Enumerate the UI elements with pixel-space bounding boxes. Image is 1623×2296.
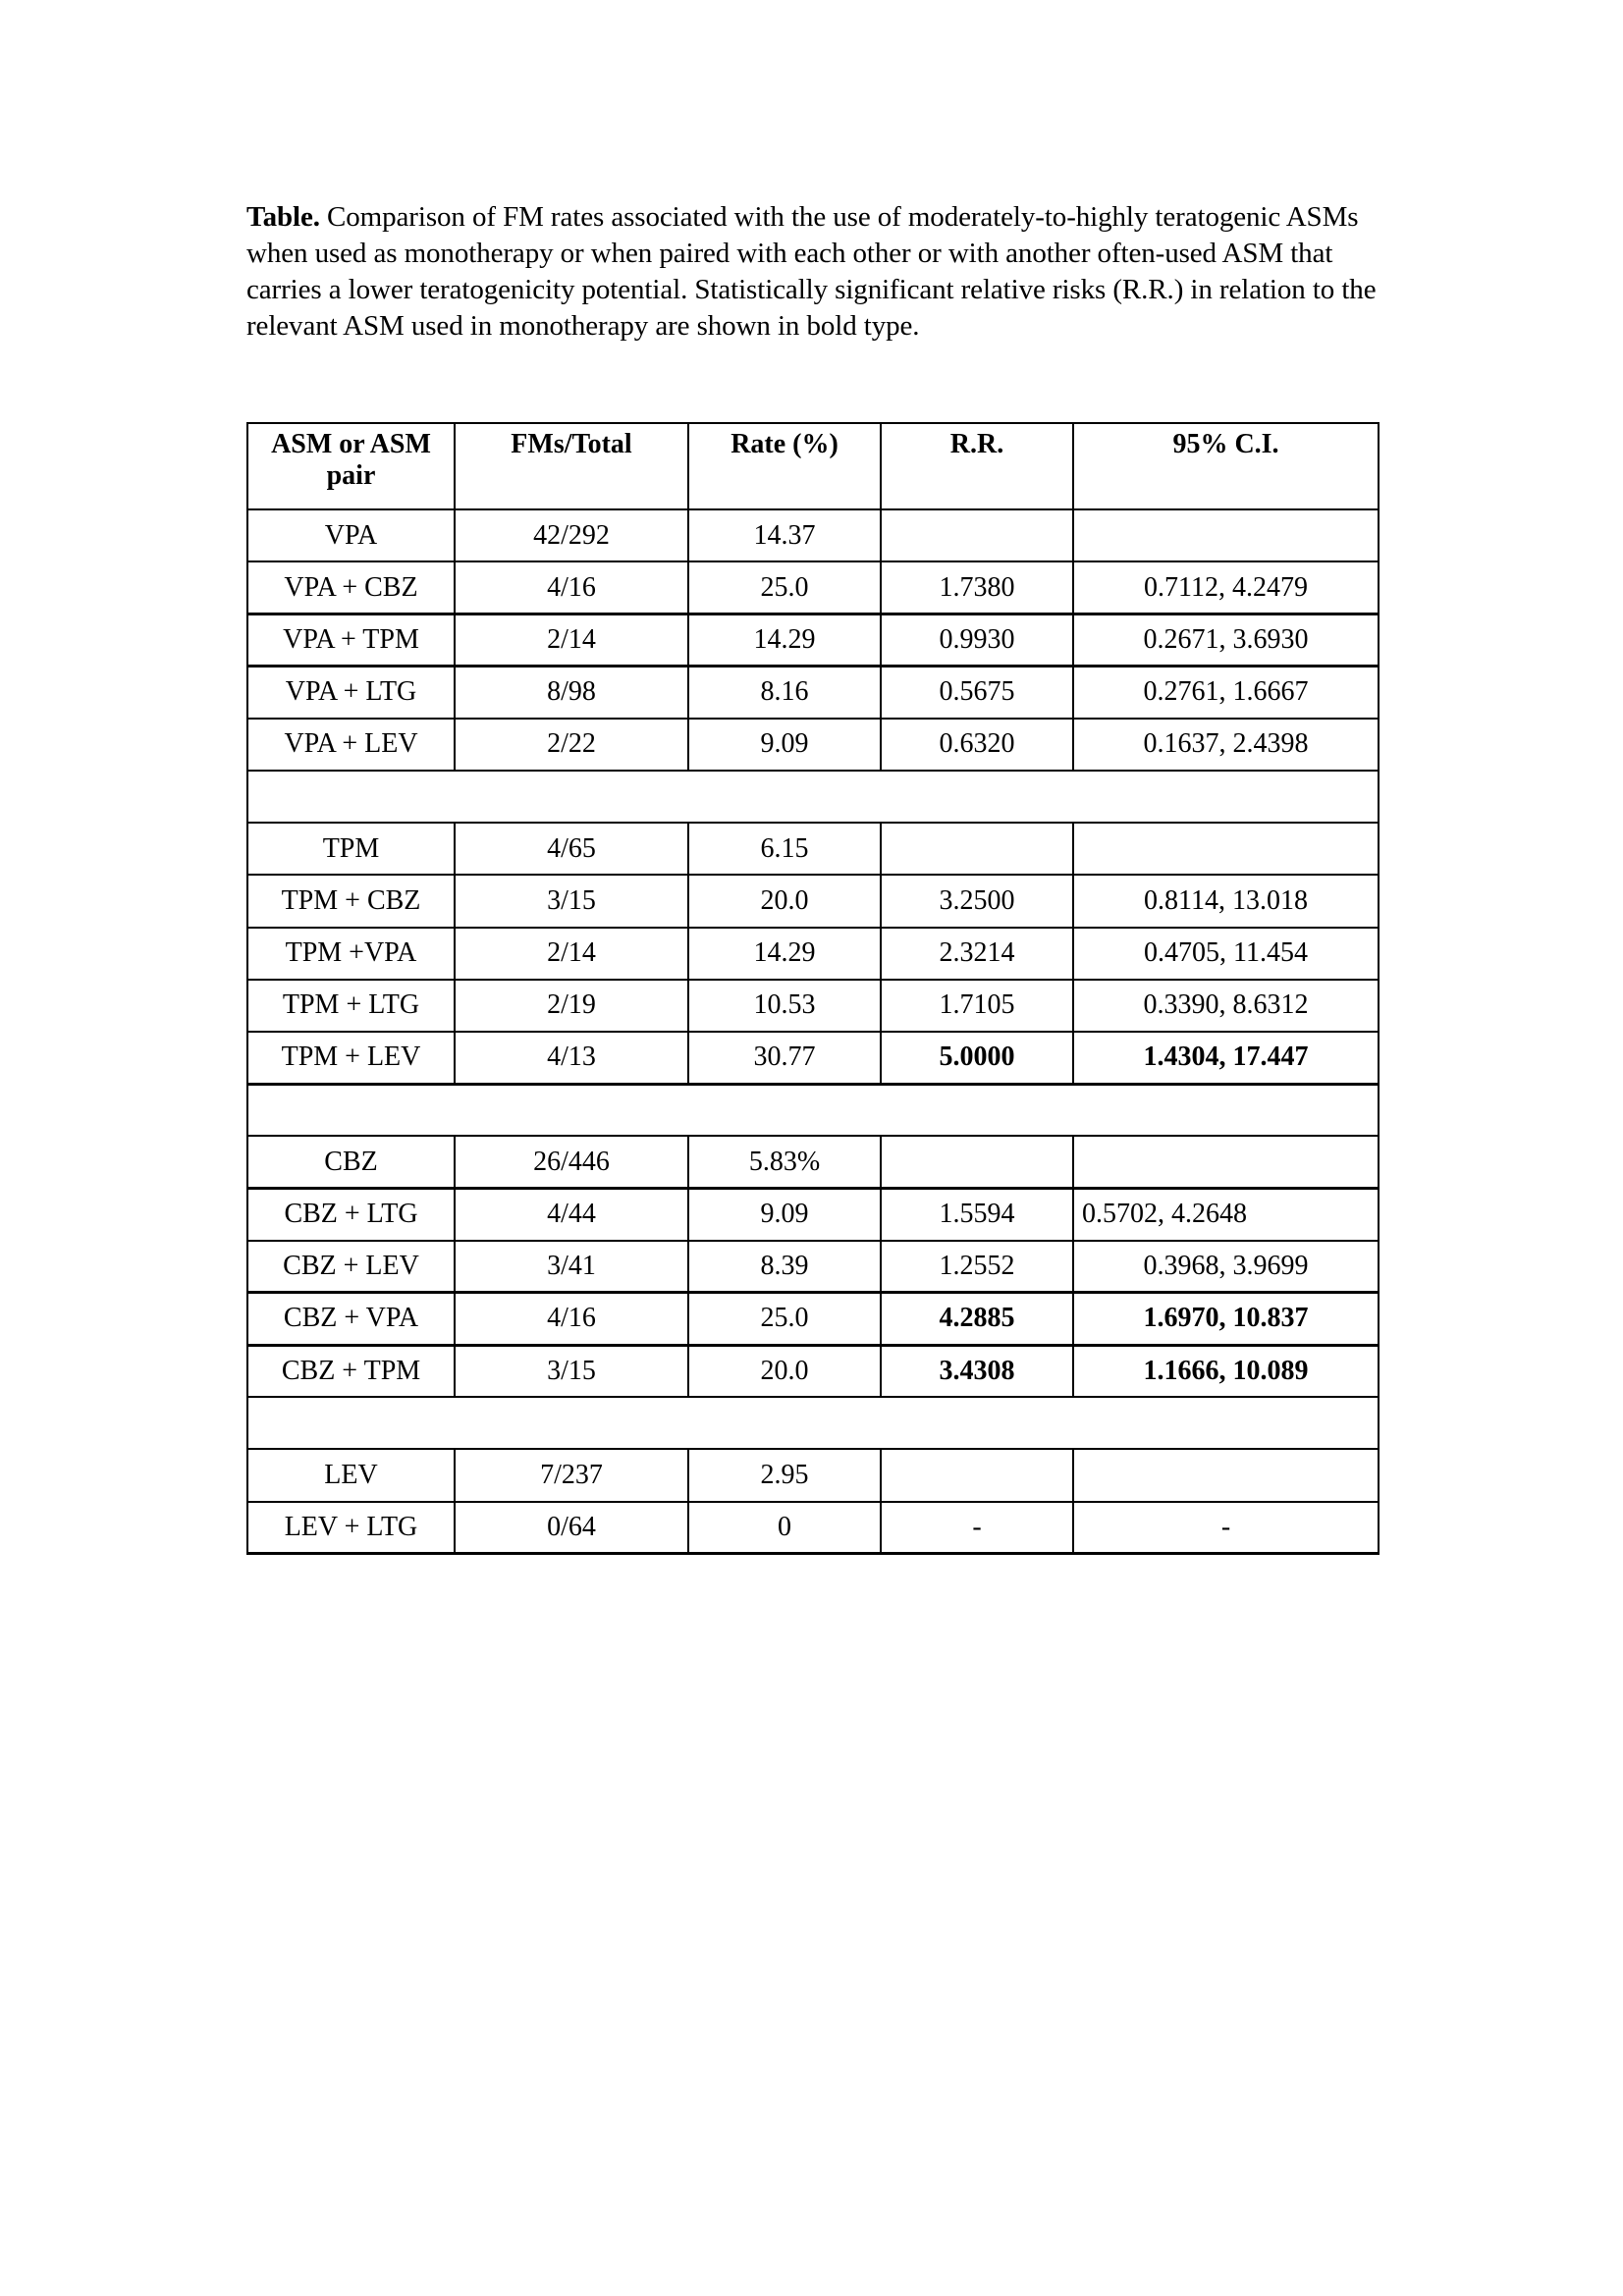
- asm-cell: TPM: [247, 823, 455, 875]
- table-row: [247, 561, 1379, 614]
- asm-cell: CBZ + LTG: [247, 1188, 455, 1240]
- rr-cell: 0.6320: [881, 719, 1073, 771]
- rate-cell: 0: [688, 1502, 881, 1554]
- table-row: [247, 614, 1379, 666]
- rate-cell: 30.77: [688, 1032, 881, 1084]
- caption-lead: Table.: [246, 201, 320, 233]
- ci-cell: [1073, 823, 1379, 875]
- asm-cell: VPA + CBZ: [247, 561, 455, 614]
- fms-total-cell: 2/19: [455, 980, 688, 1032]
- rate-cell: 5.83%: [688, 1136, 881, 1188]
- rr-cell: 5.0000: [881, 1032, 1073, 1084]
- rate-cell: 20.0: [688, 1345, 881, 1397]
- header-asm: ASM or ASM pair: [247, 423, 455, 509]
- header-ci: 95% C.I.: [1073, 423, 1379, 509]
- table-row: [247, 1032, 1379, 1084]
- ci-cell: 0.7112, 4.2479: [1073, 561, 1379, 614]
- ci-cell: [1073, 509, 1379, 561]
- fms-total-cell: 4/44: [455, 1188, 688, 1240]
- spacer-row: [247, 1397, 1379, 1449]
- asm-cell: VPA + LEV: [247, 719, 455, 771]
- header-rr: R.R.: [881, 423, 1073, 509]
- table-row: [247, 823, 1379, 875]
- rate-cell: 25.0: [688, 1293, 881, 1345]
- table-row: [247, 1241, 1379, 1293]
- ci-cell: -: [1073, 1502, 1379, 1554]
- table-row: [247, 875, 1379, 927]
- asm-cell: TPM + LEV: [247, 1032, 455, 1084]
- rr-cell: 2.3214: [881, 928, 1073, 980]
- fms-total-cell: 2/14: [455, 928, 688, 980]
- ci-cell: [1073, 1136, 1379, 1188]
- rr-cell: [881, 509, 1073, 561]
- ci-cell: 1.1666, 10.089: [1073, 1345, 1379, 1397]
- table-row: [247, 667, 1379, 719]
- rr-cell: [881, 1136, 1073, 1188]
- fms-total-cell: 8/98: [455, 667, 688, 719]
- table-row: [247, 719, 1379, 771]
- ci-cell: [1073, 1449, 1379, 1501]
- rate-cell: 8.39: [688, 1241, 881, 1293]
- rr-cell: 0.5675: [881, 667, 1073, 719]
- caption-text: Comparison of FM rates associated with the use of moderately-to-highly teratogenic ASMs when used as monotherapy or when paired with each other or with another often-used ASM that carries a lower teratogenicity potential. Statistically significant relative risks (R.R.) in relation to the relevant ASM used in monotherapy are shown in bold type.: [246, 201, 1377, 342]
- asm-cell: TPM + LTG: [247, 980, 455, 1032]
- ci-cell: 0.2761, 1.6667: [1073, 667, 1379, 719]
- table-caption: [246, 199, 1395, 345]
- table-row: [247, 928, 1379, 980]
- rr-cell: 1.7105: [881, 980, 1073, 1032]
- spacer-row: [247, 771, 1379, 823]
- rate-cell: 10.53: [688, 980, 881, 1032]
- table-row: [247, 1293, 1379, 1345]
- fms-total-cell: 4/16: [455, 561, 688, 614]
- rr-cell: [881, 823, 1073, 875]
- asm-cell: LEV: [247, 1449, 455, 1501]
- rr-cell: 1.7380: [881, 561, 1073, 614]
- spacer-cell: [247, 1397, 1379, 1449]
- fms-total-cell: 4/13: [455, 1032, 688, 1084]
- rate-cell: 14.37: [688, 509, 881, 561]
- fms-total-cell: 26/446: [455, 1136, 688, 1188]
- header-row: [247, 423, 1379, 509]
- fms-total-cell: 3/15: [455, 1345, 688, 1397]
- rate-cell: 25.0: [688, 561, 881, 614]
- rr-cell: 3.2500: [881, 875, 1073, 927]
- table-row: [247, 1502, 1379, 1554]
- rate-cell: 9.09: [688, 719, 881, 771]
- asm-cell: VPA + TPM: [247, 614, 455, 666]
- ci-cell: 1.6970, 10.837: [1073, 1293, 1379, 1345]
- rr-cell: 0.9930: [881, 614, 1073, 666]
- table-row: [247, 1449, 1379, 1501]
- rr-cell: 4.2885: [881, 1293, 1073, 1345]
- asm-cell: TPM +VPA: [247, 928, 455, 980]
- fms-total-cell: 3/41: [455, 1241, 688, 1293]
- table-row: [247, 509, 1379, 561]
- rr-cell: 3.4308: [881, 1345, 1073, 1397]
- rate-cell: 14.29: [688, 928, 881, 980]
- rr-cell: 1.5594: [881, 1188, 1073, 1240]
- asm-cell: VPA: [247, 509, 455, 561]
- ci-cell: 0.2671, 3.6930: [1073, 614, 1379, 666]
- asm-cell: TPM + CBZ: [247, 875, 455, 927]
- asm-cell: VPA + LTG: [247, 667, 455, 719]
- fms-total-cell: 2/14: [455, 614, 688, 666]
- rate-cell: 6.15: [688, 823, 881, 875]
- rr-cell: [881, 1449, 1073, 1501]
- rate-cell: 2.95: [688, 1449, 881, 1501]
- table-body: [247, 509, 1379, 1554]
- rate-cell: 8.16: [688, 667, 881, 719]
- ci-cell: 0.8114, 13.018: [1073, 875, 1379, 927]
- rr-cell: -: [881, 1502, 1073, 1554]
- table-row: [247, 1136, 1379, 1188]
- ci-cell: 1.4304, 17.447: [1073, 1032, 1379, 1084]
- fms-total-cell: 4/16: [455, 1293, 688, 1345]
- rate-cell: 20.0: [688, 875, 881, 927]
- rate-cell: 9.09: [688, 1188, 881, 1240]
- spacer-row: [247, 1084, 1379, 1136]
- header-fms-total: FMs/Total: [455, 423, 688, 509]
- spacer-cell: [247, 1084, 1379, 1136]
- asm-cell: CBZ + LEV: [247, 1241, 455, 1293]
- rr-cell: 1.2552: [881, 1241, 1073, 1293]
- table-row: [247, 1345, 1379, 1397]
- spacer-cell: [247, 771, 1379, 823]
- fms-total-cell: 2/22: [455, 719, 688, 771]
- asm-cell: CBZ: [247, 1136, 455, 1188]
- ci-cell: 0.3968, 3.9699: [1073, 1241, 1379, 1293]
- table-row: [247, 980, 1379, 1032]
- ci-cell: 0.1637, 2.4398: [1073, 719, 1379, 771]
- fms-total-cell: 42/292: [455, 509, 688, 561]
- asm-cell: CBZ + VPA: [247, 1293, 455, 1345]
- rate-cell: 14.29: [688, 614, 881, 666]
- ci-cell: 0.4705, 11.454: [1073, 928, 1379, 980]
- header-rate: Rate (%): [688, 423, 881, 509]
- fm-rates-table: [246, 422, 1380, 1555]
- asm-cell: CBZ + TPM: [247, 1345, 455, 1397]
- ci-cell: 0.5702, 4.2648: [1073, 1188, 1379, 1240]
- table-row: [247, 1188, 1379, 1240]
- fms-total-cell: 3/15: [455, 875, 688, 927]
- ci-cell: 0.3390, 8.6312: [1073, 980, 1379, 1032]
- fms-total-cell: 0/64: [455, 1502, 688, 1554]
- asm-cell: LEV + LTG: [247, 1502, 455, 1554]
- fms-total-cell: 4/65: [455, 823, 688, 875]
- fms-total-cell: 7/237: [455, 1449, 688, 1501]
